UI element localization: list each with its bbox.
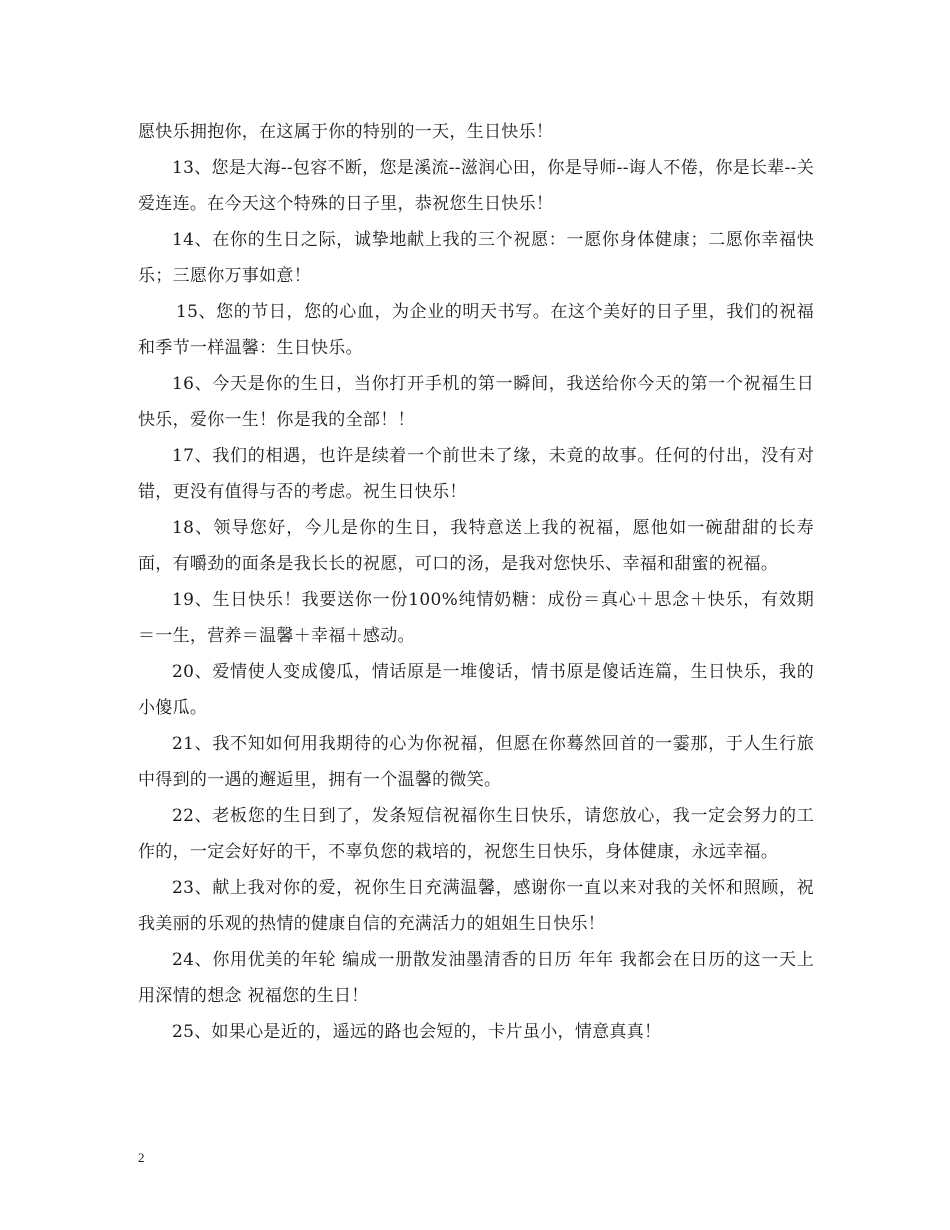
paragraph-15: 15、您的节日，您的心血，为企业的明天书写。在这个美好的日子里，我们的祝福和季节一样温馨：生日快乐。 xyxy=(138,302,814,358)
paragraph-17: 17、我们的相遇，也许是续着一个前世未了缘，未竟的故事。任何的付出，没有对错，更没有值得与否的考虑。祝生日快乐！ xyxy=(138,446,814,502)
paragraph-14: 14、在你的生日之际，诚挚地献上我的三个祝愿：一愿你身体健康；二愿你幸福快乐；三愿你万事如意！ xyxy=(138,230,814,286)
paragraph-13: 13、您是大海--包容不断，您是溪流--滋润心田，你是导师--诲人不倦，你是长辈--关爱连连。在今天这个特殊的日子里，恭祝您生日快乐！ xyxy=(138,158,814,214)
paragraph-20: 20、爱情使人变成傻瓜，情话原是一堆傻话，情书原是傻话连篇，生日快乐，我的小傻瓜。 xyxy=(138,662,814,718)
paragraph-19: 19、生日快乐！我要送你一份100%纯情奶糖：成份＝真心＋思念＋快乐，有效期＝一生，营养＝温馨＋幸福＋感动。 xyxy=(138,590,814,646)
paragraph-16: 16、今天是你的生日，当你打开手机的第一瞬间，我送给你今天的第一个祝福生日快乐，爱你一生！你是我的全部！！ xyxy=(138,374,814,430)
page-number: 2 xyxy=(138,1150,145,1165)
paragraph-21: 21、我不知如何用我期待的心为你祝福，但愿在你蓦然回首的一霎那，于人生行旅中得到的一遇的邂逅里，拥有一个温馨的微笑。 xyxy=(138,734,814,790)
paragraph-23: 23、献上我对你的爱，祝你生日充满温馨，感谢你一直以来对我的关怀和照顾，祝我美丽的乐观的热情的健康自信的充满活力的姐姐生日快乐！ xyxy=(138,878,814,934)
paragraph-18: 18、领导您好，今儿是你的生日，我特意送上我的祝福，愿他如一碗甜甜的长寿面，有嚼劲的面条是我长长的祝愿，可口的汤，是我对您快乐、幸福和甜蜜的祝福。 xyxy=(138,518,814,574)
paragraph-25: 25、如果心是近的，遥远的路也会短的，卡片虽小，情意真真！ xyxy=(172,1022,662,1042)
page-body xyxy=(138,114,814,1050)
paragraph-22: 22、老板您的生日到了，发条短信祝福你生日快乐，请您放心，我一定会努力的工作的，一定会好好的干，不辜负您的栽培的，祝您生日快乐，身体健康，永远幸福。 xyxy=(138,806,814,862)
paragraph-24: 24、你用优美的年轮 编成一册散发油墨清香的日历 年年 我都会在日历的这一天上 用深情的想念 祝福您的生日！ xyxy=(138,950,814,1006)
paragraph-continuation: 愿快乐拥抱你，在这属于你的特别的一天，生日快乐！ xyxy=(138,122,554,142)
